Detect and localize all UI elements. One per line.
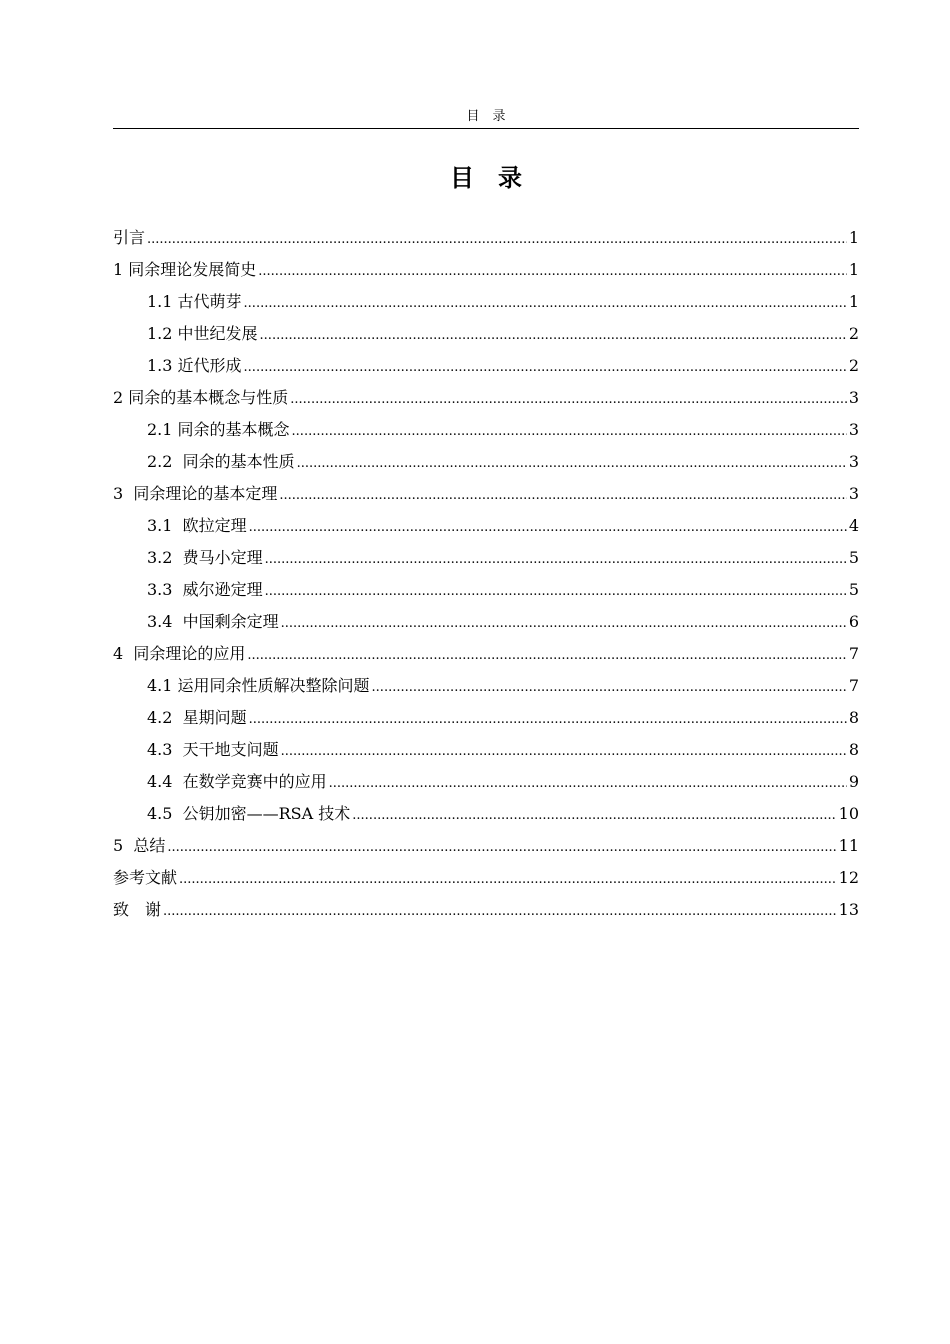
toc-entry[interactable]: [113, 382, 859, 414]
toc-entry-page-number: 5: [848, 580, 859, 599]
toc-dot-leader: [147, 224, 847, 256]
toc-entry[interactable]: [113, 862, 859, 894]
page-title: 目 录: [450, 164, 522, 192]
toc-entry-page-number: 8: [848, 708, 859, 727]
toc-entry-page-number: 13: [838, 900, 859, 919]
toc-entry[interactable]: [113, 350, 859, 382]
toc-entry-label: 4.4 在数学竞赛中的应用: [147, 772, 327, 791]
toc-entry-page-number: 3: [848, 452, 859, 471]
toc-entry-page-number: 10: [838, 804, 859, 823]
toc-entry-page-number: 1: [848, 260, 859, 279]
toc-entry-page-number: 2: [848, 324, 859, 343]
toc-entry[interactable]: [113, 414, 859, 446]
toc-entry[interactable]: [113, 606, 859, 638]
toc-dot-leader: [167, 832, 836, 864]
toc-entry-label: 2.1 同余的基本概念: [147, 420, 290, 439]
toc-entry-label: 4 同余理论的应用: [113, 644, 246, 663]
toc-entry-label: 1.3 近代形成: [147, 356, 242, 375]
toc-entry-label: 3.2 费马小定理: [147, 548, 263, 567]
toc-dot-leader: [260, 320, 847, 352]
toc-dot-leader: [163, 896, 837, 928]
toc-dot-leader: [249, 704, 847, 736]
toc-entry-label: 致 谢: [113, 900, 162, 919]
toc-dot-leader: [292, 416, 847, 448]
toc-entry-label: 3.1 欧拉定理: [147, 516, 247, 535]
toc-entry[interactable]: [113, 766, 859, 798]
toc-dot-leader: [265, 576, 847, 608]
toc-entry[interactable]: [113, 222, 859, 254]
toc-dot-leader: [265, 544, 847, 576]
toc-dot-leader: [179, 864, 837, 896]
toc-entry-label: 参考文献: [113, 868, 178, 887]
toc-dot-leader: [329, 768, 847, 800]
toc-entry-page-number: 5: [848, 548, 859, 567]
toc-entry[interactable]: [113, 798, 859, 830]
toc-dot-leader: [372, 672, 847, 704]
toc-entry-label: 4.5 公钥加密——RSA 技术: [147, 804, 351, 823]
toc-entry-label: 4.1 运用同余性质解决整除问题: [147, 676, 370, 695]
toc-dot-leader: [249, 512, 847, 544]
toc-dot-leader: [279, 480, 846, 512]
toc-dot-leader: [297, 448, 847, 480]
toc-entry[interactable]: [113, 734, 859, 766]
toc-entry-page-number: 11: [838, 836, 859, 855]
toc-dot-leader: [281, 608, 847, 640]
header-rule: [113, 128, 859, 129]
toc-entry-page-number: 7: [848, 644, 859, 663]
toc-entry-page-number: 7: [848, 676, 859, 695]
toc-entry-page-number: 4: [848, 516, 859, 535]
toc-entry-label: 1.1 古代萌芽: [147, 292, 242, 311]
toc-entry-label: 4.2 星期问题: [147, 708, 247, 727]
toc-dot-leader: [352, 800, 836, 832]
toc-entry-label: 1 同余理论发展简史: [113, 260, 257, 279]
toc-entry[interactable]: [113, 446, 859, 478]
toc-entry[interactable]: [113, 478, 859, 510]
toc-entry-label: 1.2 中世纪发展: [147, 324, 258, 343]
toc-entry[interactable]: [113, 510, 859, 542]
toc-entry-label: 5 总结: [113, 836, 166, 855]
toc-dot-leader: [247, 640, 846, 672]
toc-entry-label: 4.3 天干地支问题: [147, 740, 279, 759]
toc-entry[interactable]: [113, 574, 859, 606]
toc-entry-label: 2.2 同余的基本性质: [147, 452, 295, 471]
toc-entry[interactable]: [113, 638, 859, 670]
running-header: 目 录: [466, 109, 506, 124]
toc-entry[interactable]: [113, 702, 859, 734]
toc-entry-page-number: 12: [838, 868, 859, 887]
toc-entry[interactable]: [113, 318, 859, 350]
toc-dot-leader: [281, 736, 847, 768]
toc-entry-label: 2 同余的基本概念与性质: [113, 388, 289, 407]
toc-entry-page-number: 2: [848, 356, 859, 375]
toc-entry-page-number: 9: [848, 772, 859, 791]
toc-entry-label: 3.4 中国剩余定理: [147, 612, 279, 631]
toc-entry-label: 3 同余理论的基本定理: [113, 484, 278, 503]
toc-entry-label: 引言: [113, 228, 146, 247]
toc-entry[interactable]: [113, 830, 859, 862]
toc-entry-page-number: 3: [848, 484, 859, 503]
toc-entry[interactable]: [113, 286, 859, 318]
toc-entry[interactable]: [113, 894, 859, 926]
table-of-contents: [113, 222, 859, 926]
toc-entry-page-number: 3: [848, 420, 859, 439]
toc-dot-leader: [290, 384, 847, 416]
toc-entry-page-number: 1: [848, 292, 859, 311]
toc-entry-label: 3.3 威尔逊定理: [147, 580, 263, 599]
toc-entry-page-number: 3: [848, 388, 859, 407]
toc-dot-leader: [244, 352, 847, 384]
toc-dot-leader: [244, 288, 847, 320]
toc-dot-leader: [258, 256, 847, 288]
toc-entry-page-number: 8: [848, 740, 859, 759]
toc-entry[interactable]: [113, 670, 859, 702]
toc-entry-page-number: 1: [848, 228, 859, 247]
toc-entry[interactable]: [113, 254, 859, 286]
toc-entry-page-number: 6: [848, 612, 859, 631]
toc-entry[interactable]: [113, 542, 859, 574]
